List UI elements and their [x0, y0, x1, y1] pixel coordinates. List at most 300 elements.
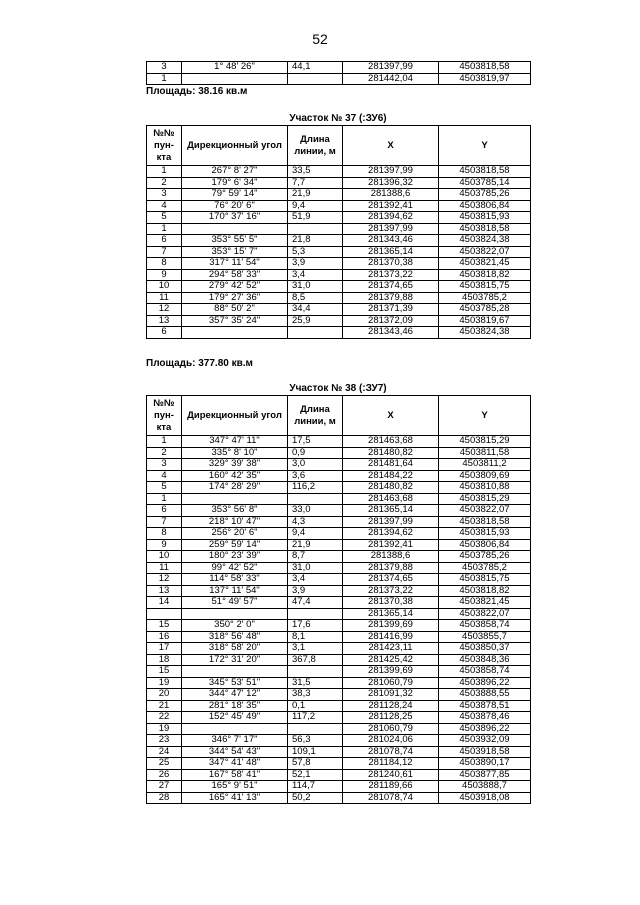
header-bearing: Дирекционный угол: [182, 396, 288, 436]
length-cell: 3,9: [288, 258, 343, 270]
x-cell: 281189,66: [343, 781, 439, 793]
length-cell: [288, 723, 343, 735]
length-cell: 33,0: [288, 505, 343, 517]
point-number-cell: 3: [147, 459, 182, 471]
length-cell: 52,1: [288, 769, 343, 781]
x-cell: 281374,65: [343, 574, 439, 586]
table-header-row: [147, 126, 531, 166]
y-cell: 4503785,14: [439, 177, 531, 189]
y-cell: 4503818,58: [439, 516, 531, 528]
bearing-cell: 346° 7' 17": [182, 735, 288, 747]
y-cell: 4503806,84: [439, 200, 531, 212]
table-row: [147, 585, 531, 597]
x-cell: 281481,64: [343, 459, 439, 471]
point-number-cell: 15: [147, 620, 182, 632]
table-row: [147, 631, 531, 643]
x-cell: 281392,41: [343, 539, 439, 551]
table-row: [147, 436, 531, 448]
y-cell: 4503811,2: [439, 459, 531, 471]
header-bearing: Дирекционный угол: [182, 126, 288, 166]
point-number-cell: 13: [147, 315, 182, 327]
point-number-cell: 17: [147, 643, 182, 655]
point-number-cell: 7: [147, 246, 182, 258]
point-number-cell: 24: [147, 746, 182, 758]
length-cell: [288, 223, 343, 235]
x-cell: 281184,12: [343, 758, 439, 770]
length-cell: 21,9: [288, 189, 343, 201]
length-cell: 3,9: [288, 585, 343, 597]
bearing-cell: 329° 39' 38": [182, 459, 288, 471]
point-number-cell: 4: [147, 200, 182, 212]
table-row: [147, 528, 531, 540]
area-label: Площадь: 38.16 кв.м: [146, 86, 248, 97]
y-cell: 4503818,58: [439, 223, 531, 235]
table-row: [147, 735, 531, 747]
y-cell: 4503888,7: [439, 781, 531, 793]
bearing-cell: 344° 47' 12": [182, 689, 288, 701]
bearing-cell: 357° 35' 24": [182, 315, 288, 327]
x-cell: 281425,42: [343, 654, 439, 666]
point-number-cell: 3: [147, 62, 182, 74]
table-row: [147, 792, 531, 804]
x-cell: 281078,74: [343, 746, 439, 758]
y-cell: 4503815,93: [439, 212, 531, 224]
length-cell: 4,3: [288, 516, 343, 528]
point-number-cell: 1: [147, 223, 182, 235]
x-cell: 281371,39: [343, 304, 439, 316]
y-cell: 4503824,38: [439, 327, 531, 339]
bearing-cell: 353° 15' 7": [182, 246, 288, 258]
bearing-cell: 256° 20' 6": [182, 528, 288, 540]
y-cell: 4503822,07: [439, 505, 531, 517]
bearing-cell: 165° 9' 51": [182, 781, 288, 793]
point-number-cell: 21: [147, 700, 182, 712]
table-row: [147, 666, 531, 678]
point-number-cell: 16: [147, 631, 182, 643]
length-cell: 9,4: [288, 528, 343, 540]
bearing-cell: 88° 50' 2": [182, 304, 288, 316]
y-cell: 4503850,37: [439, 643, 531, 655]
header-y: Y: [439, 396, 531, 436]
point-number-cell: 1: [147, 493, 182, 505]
header-point-number: №№ пун-кта: [147, 396, 182, 436]
x-cell: 281370,38: [343, 258, 439, 270]
length-cell: 367,8: [288, 654, 343, 666]
length-cell: 117,2: [288, 712, 343, 724]
y-cell: 4503819,97: [439, 73, 531, 85]
y-cell: 4503785,26: [439, 189, 531, 201]
x-cell: 281388,6: [343, 551, 439, 563]
table-row: [147, 258, 531, 270]
length-cell: 21,8: [288, 235, 343, 247]
length-cell: 34,4: [288, 304, 343, 316]
bearing-cell: 335° 8' 10": [182, 447, 288, 459]
bearing-cell: 281° 18' 35": [182, 700, 288, 712]
table-row: [147, 73, 531, 85]
length-cell: [288, 608, 343, 620]
y-cell: 4503822,07: [439, 246, 531, 258]
point-number-cell: 9: [147, 269, 182, 281]
bearing-cell: 294° 58' 33": [182, 269, 288, 281]
table-row: [147, 246, 531, 258]
y-cell: 4503855,7: [439, 631, 531, 643]
table-row: [147, 459, 531, 471]
bearing-cell: 170° 37' 16": [182, 212, 288, 224]
x-cell: 281480,82: [343, 447, 439, 459]
point-number-cell: 5: [147, 212, 182, 224]
bearing-cell: 353° 55' 5": [182, 235, 288, 247]
table-row: [147, 654, 531, 666]
x-cell: 281416,99: [343, 631, 439, 643]
length-cell: 33,5: [288, 166, 343, 178]
y-cell: 4503818,82: [439, 585, 531, 597]
table-row: [147, 781, 531, 793]
point-number-cell: 1: [147, 436, 182, 448]
x-cell: 281373,22: [343, 269, 439, 281]
point-number-cell: 1: [147, 166, 182, 178]
y-cell: 4503824,38: [439, 235, 531, 247]
header-x: X: [343, 396, 439, 436]
y-cell: 4503818,58: [439, 166, 531, 178]
bearing-cell: [182, 666, 288, 678]
y-cell: 4503785,2: [439, 292, 531, 304]
x-cell: 281128,25: [343, 712, 439, 724]
x-cell: 281396,32: [343, 177, 439, 189]
point-number-cell: [147, 608, 182, 620]
bearing-cell: 51° 49' 57": [182, 597, 288, 609]
length-cell: 44,1: [288, 62, 343, 74]
bearing-cell: 318° 58' 20": [182, 643, 288, 655]
x-cell: 281397,99: [343, 62, 439, 74]
x-cell: 281394,62: [343, 528, 439, 540]
x-cell: 281442,04: [343, 73, 439, 85]
length-cell: 3,6: [288, 470, 343, 482]
point-number-cell: 6: [147, 235, 182, 247]
bearing-cell: 179° 27' 36": [182, 292, 288, 304]
y-cell: 4503896,22: [439, 723, 531, 735]
y-cell: 4503888,55: [439, 689, 531, 701]
length-cell: 7,7: [288, 177, 343, 189]
point-number-cell: 9: [147, 539, 182, 551]
x-cell: 281365,14: [343, 246, 439, 258]
point-number-cell: 12: [147, 304, 182, 316]
y-cell: 4503818,82: [439, 269, 531, 281]
x-cell: 281374,65: [343, 281, 439, 293]
x-cell: 281240,61: [343, 769, 439, 781]
header-length: Длина линии, м: [288, 396, 343, 436]
area-label: Площадь: 377.80 кв.м: [146, 358, 253, 369]
header-x: X: [343, 126, 439, 166]
table-row: [147, 597, 531, 609]
length-cell: 31,0: [288, 562, 343, 574]
y-cell: 4503815,75: [439, 574, 531, 586]
bearing-cell: [182, 73, 288, 85]
x-cell: 281372,09: [343, 315, 439, 327]
y-cell: 4503932,09: [439, 735, 531, 747]
table-row: [147, 212, 531, 224]
bearing-cell: [182, 223, 288, 235]
length-cell: 3,4: [288, 269, 343, 281]
header-length: Длина линии, м: [288, 126, 343, 166]
point-number-cell: 11: [147, 292, 182, 304]
y-cell: 4503878,46: [439, 712, 531, 724]
y-cell: 4503810,88: [439, 482, 531, 494]
y-cell: 4503918,58: [439, 746, 531, 758]
y-cell: 4503821,45: [439, 597, 531, 609]
length-cell: [288, 327, 343, 339]
bearing-cell: 267° 8' 27": [182, 166, 288, 178]
x-cell: 281392,41: [343, 200, 439, 212]
table-row: [147, 223, 531, 235]
x-cell: 281463,68: [343, 436, 439, 448]
x-cell: 281091,32: [343, 689, 439, 701]
length-cell: 3,0: [288, 459, 343, 471]
y-cell: 4503890,17: [439, 758, 531, 770]
bearing-cell: 99° 42' 52": [182, 562, 288, 574]
table-row: [147, 746, 531, 758]
y-cell: 4503815,29: [439, 493, 531, 505]
x-cell: 281343,46: [343, 327, 439, 339]
y-cell: 4503878,51: [439, 700, 531, 712]
bearing-cell: 174° 28' 29": [182, 482, 288, 494]
point-number-cell: 12: [147, 574, 182, 586]
table-row: [147, 516, 531, 528]
y-cell: 4503785,2: [439, 562, 531, 574]
point-number-cell: 11: [147, 562, 182, 574]
y-cell: 4503785,28: [439, 304, 531, 316]
table-row: [147, 700, 531, 712]
length-cell: 25,9: [288, 315, 343, 327]
point-number-cell: 19: [147, 723, 182, 735]
length-cell: 3,1: [288, 643, 343, 655]
y-cell: 4503806,84: [439, 539, 531, 551]
bearing-cell: 1° 48' 26": [182, 62, 288, 74]
length-cell: 51,9: [288, 212, 343, 224]
length-cell: [288, 666, 343, 678]
bearing-cell: 317° 11' 54": [182, 258, 288, 270]
point-number-cell: 13: [147, 585, 182, 597]
table-row: [147, 539, 531, 551]
x-cell: 281379,88: [343, 562, 439, 574]
x-cell: 281397,99: [343, 166, 439, 178]
y-cell: 4503809,69: [439, 470, 531, 482]
table-row: [147, 235, 531, 247]
bearing-cell: [182, 723, 288, 735]
length-cell: 31,5: [288, 677, 343, 689]
table-row: [147, 327, 531, 339]
bearing-cell: 353° 56' 8": [182, 505, 288, 517]
table-row: [147, 493, 531, 505]
table-row: [147, 608, 531, 620]
table-row: [147, 689, 531, 701]
table-row: [147, 281, 531, 293]
x-cell: 281060,79: [343, 677, 439, 689]
bearing-cell: 167° 58' 41": [182, 769, 288, 781]
point-number-cell: 28: [147, 792, 182, 804]
bearing-cell: 160° 42' 35": [182, 470, 288, 482]
x-cell: 281423,11: [343, 643, 439, 655]
bearing-cell: 114° 58' 33": [182, 574, 288, 586]
coordinates-table-continued: [146, 61, 531, 85]
y-cell: 4503811,58: [439, 447, 531, 459]
table-row: [147, 505, 531, 517]
x-cell: 281480,82: [343, 482, 439, 494]
length-cell: 0,1: [288, 700, 343, 712]
bearing-cell: [182, 327, 288, 339]
y-cell: 4503877,85: [439, 769, 531, 781]
bearing-cell: 347° 41' 48": [182, 758, 288, 770]
point-number-cell: 1: [147, 73, 182, 85]
coordinates-table-section-38: [146, 395, 531, 804]
y-cell: 4503918,08: [439, 792, 531, 804]
table-row: [147, 166, 531, 178]
table-row: [147, 620, 531, 632]
table-row: [147, 562, 531, 574]
bearing-cell: 179° 6' 34": [182, 177, 288, 189]
x-cell: 281394,62: [343, 212, 439, 224]
table-row: [147, 269, 531, 281]
bearing-cell: 259° 59' 14": [182, 539, 288, 551]
point-number-cell: 10: [147, 281, 182, 293]
length-cell: 8,7: [288, 551, 343, 563]
point-number-cell: 22: [147, 712, 182, 724]
y-cell: 4503896,22: [439, 677, 531, 689]
table-row: [147, 643, 531, 655]
length-cell: 9,4: [288, 200, 343, 212]
table-row: [147, 470, 531, 482]
header-point-number: №№ пун-кта: [147, 126, 182, 166]
table-row: [147, 574, 531, 586]
y-cell: 4503822,07: [439, 608, 531, 620]
table-row: [147, 315, 531, 327]
x-cell: 281128,24: [343, 700, 439, 712]
length-cell: 21,9: [288, 539, 343, 551]
point-number-cell: 3: [147, 189, 182, 201]
table-row: [147, 177, 531, 189]
length-cell: 0,9: [288, 447, 343, 459]
length-cell: 57,8: [288, 758, 343, 770]
length-cell: [288, 493, 343, 505]
table-row: [147, 723, 531, 735]
header-y: Y: [439, 126, 531, 166]
x-cell: 281484,22: [343, 470, 439, 482]
length-cell: 31,0: [288, 281, 343, 293]
table-row: [147, 482, 531, 494]
point-number-cell: 27: [147, 781, 182, 793]
table-row: [147, 758, 531, 770]
y-cell: 4503858,74: [439, 620, 531, 632]
table-row: [147, 712, 531, 724]
x-cell: 281343,46: [343, 235, 439, 247]
y-cell: 4503818,58: [439, 62, 531, 74]
table-row: [147, 62, 531, 74]
y-cell: 4503858,74: [439, 666, 531, 678]
point-number-cell: 26: [147, 769, 182, 781]
point-number-cell: 14: [147, 597, 182, 609]
y-cell: 4503815,93: [439, 528, 531, 540]
x-cell: 281060,79: [343, 723, 439, 735]
bearing-cell: 347° 47' 11": [182, 436, 288, 448]
bearing-cell: 279° 42' 52": [182, 281, 288, 293]
point-number-cell: 2: [147, 177, 182, 189]
length-cell: 109,1: [288, 746, 343, 758]
y-cell: 4503785,26: [439, 551, 531, 563]
x-cell: 281365,14: [343, 608, 439, 620]
point-number-cell: 6: [147, 327, 182, 339]
section-title: Участок № 37 (:ЗУ6): [289, 113, 387, 124]
y-cell: 4503848,36: [439, 654, 531, 666]
table-row: [147, 447, 531, 459]
bearing-cell: [182, 493, 288, 505]
bearing-cell: 137° 11' 54": [182, 585, 288, 597]
bearing-cell: 350° 2' 0": [182, 620, 288, 632]
table-header-row: [147, 396, 531, 436]
x-cell: 281399,69: [343, 620, 439, 632]
bearing-cell: 165° 41' 13": [182, 792, 288, 804]
coordinates-table-section-37: [146, 125, 531, 339]
bearing-cell: 218° 10' 47": [182, 516, 288, 528]
length-cell: 5,3: [288, 246, 343, 258]
x-cell: 281365,14: [343, 505, 439, 517]
point-number-cell: 6: [147, 505, 182, 517]
bearing-cell: 318° 56' 48": [182, 631, 288, 643]
point-number-cell: 25: [147, 758, 182, 770]
bearing-cell: 76° 20' 6": [182, 200, 288, 212]
point-number-cell: 2: [147, 447, 182, 459]
table-row: [147, 189, 531, 201]
point-number-cell: 8: [147, 258, 182, 270]
point-number-cell: 5: [147, 482, 182, 494]
bearing-cell: 345° 53' 51": [182, 677, 288, 689]
bearing-cell: 344° 54' 43": [182, 746, 288, 758]
section-title: Участок № 38 (:ЗУ7): [289, 383, 387, 394]
x-cell: 281397,99: [343, 223, 439, 235]
table-row: [147, 292, 531, 304]
bearing-cell: 180° 23' 39": [182, 551, 288, 563]
bearing-cell: 79° 59' 14": [182, 189, 288, 201]
bearing-cell: [182, 608, 288, 620]
x-cell: 281024,06: [343, 735, 439, 747]
point-number-cell: 10: [147, 551, 182, 563]
table-row: [147, 551, 531, 563]
length-cell: 17,5: [288, 436, 343, 448]
x-cell: 281388,6: [343, 189, 439, 201]
point-number-cell: 23: [147, 735, 182, 747]
length-cell: [288, 73, 343, 85]
point-number-cell: 4: [147, 470, 182, 482]
length-cell: 47,4: [288, 597, 343, 609]
x-cell: 281379,88: [343, 292, 439, 304]
table-row: [147, 677, 531, 689]
table-row: [147, 304, 531, 316]
length-cell: 114,7: [288, 781, 343, 793]
x-cell: 281463,68: [343, 493, 439, 505]
y-cell: 4503821,45: [439, 258, 531, 270]
table-row: [147, 200, 531, 212]
bearing-cell: 152° 45' 49": [182, 712, 288, 724]
y-cell: 4503819,67: [439, 315, 531, 327]
length-cell: 56,3: [288, 735, 343, 747]
x-cell: 281373,22: [343, 585, 439, 597]
length-cell: 3,4: [288, 574, 343, 586]
point-number-cell: 18: [147, 654, 182, 666]
bearing-cell: 172° 31' 20": [182, 654, 288, 666]
x-cell: 281397,99: [343, 516, 439, 528]
x-cell: 281370,38: [343, 597, 439, 609]
length-cell: 17,6: [288, 620, 343, 632]
page-number: 52: [312, 31, 328, 47]
length-cell: 38,3: [288, 689, 343, 701]
